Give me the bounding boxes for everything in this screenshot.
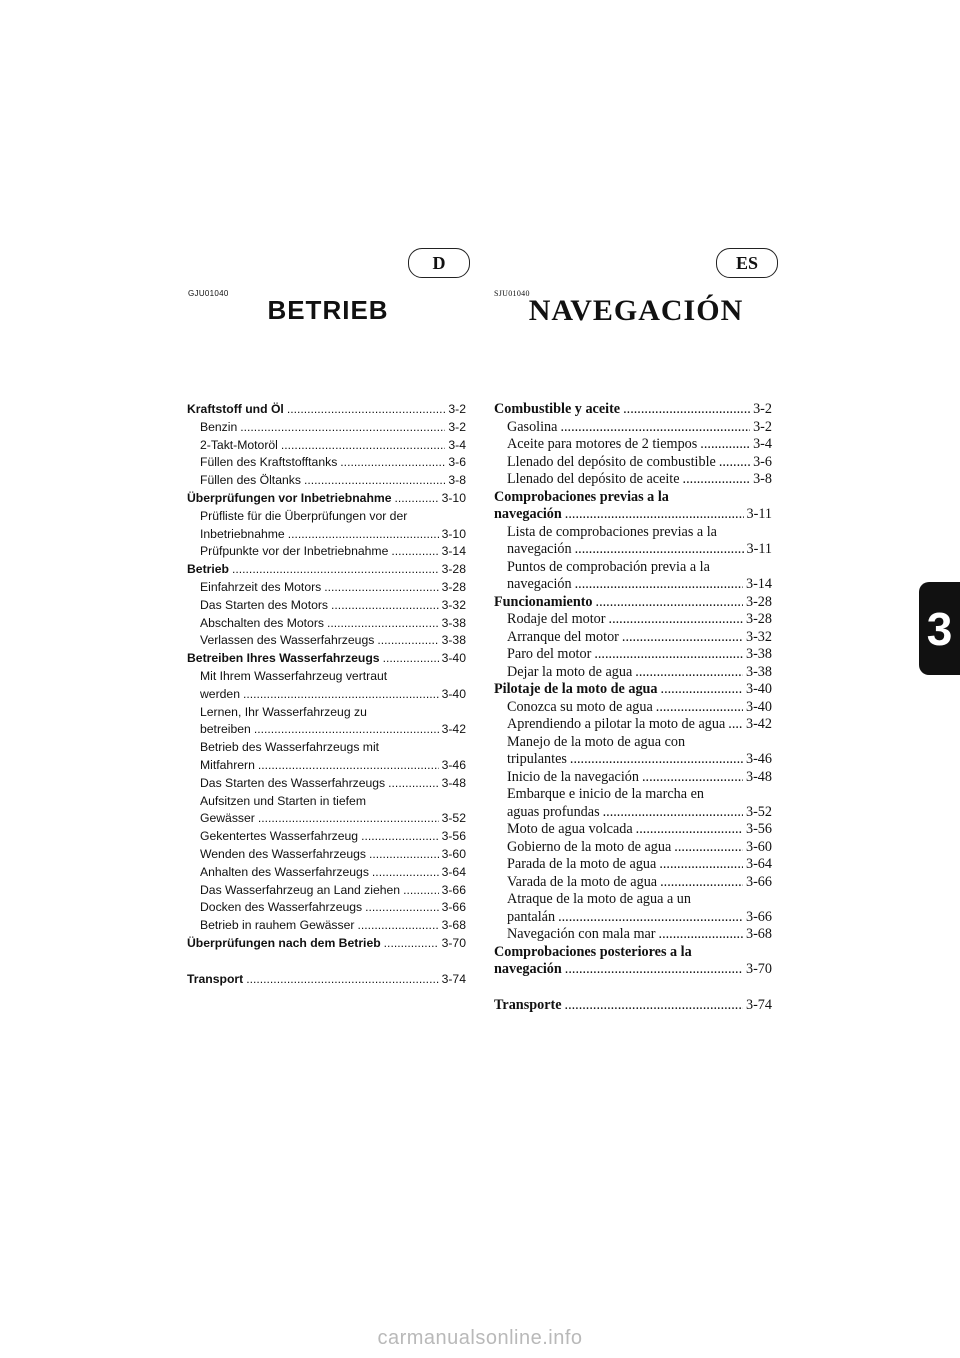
toc-leader-dots [558,909,743,927]
toc-entry-page: 3-42 [745,716,772,732]
toc-leader-dots [327,615,439,633]
toc-entry[interactable] [187,668,466,686]
toc-entry[interactable] [187,561,466,579]
toc-entry[interactable] [494,419,772,437]
toc-leader-dots [565,961,743,979]
toc-entry-title: Überprüfungen nach dem Betrieb [187,935,381,950]
toc-leader-dots [288,526,439,544]
toc-entry-page: 3-38 [441,633,466,648]
toc-entry-title: Füllen des Öltanks [200,473,301,488]
toc-entry-page: 3-2 [753,401,772,417]
toc-leader-dots [258,757,439,775]
toc-entry-title: Llenado del depósito de aceite [507,471,680,487]
toc-entry-title: Betrieb [187,562,229,577]
toc-entry-title: Funcionamiento [494,593,593,610]
toc-leader-dots [304,472,445,490]
toc-entry-title: Prüfliste für die Überprüfungen vor der [200,508,408,523]
toc-entry-page: 3-32 [441,597,466,612]
toc-entry-title: Parada de la moto de agua [507,856,657,872]
toc-leader-dots [683,471,751,489]
toc-entry-page: 3-40 [745,681,772,697]
toc-entry-title: Puntos de comprobación previa a la [507,558,710,575]
toc-entry[interactable] [187,793,466,811]
toc-entry[interactable] [187,882,466,900]
toc-leader-dots [560,419,750,437]
toc-entry-page: 3-56 [745,821,772,837]
toc-entry-page: 3-38 [441,615,466,630]
section-title-es: NAVEGACIÓN [528,294,744,327]
toc-entry-page: 3-68 [441,918,466,933]
toc-entry[interactable] [494,769,772,787]
toc-leader-dots [391,543,438,561]
toc-entry-page: 3-2 [448,419,466,434]
toc-entry-title: Conozca su moto de agua [507,698,653,715]
toc-entry-page: 3-64 [441,864,466,879]
toc-entry[interactable] [494,874,772,892]
toc-entry-page: 3-10 [441,526,466,541]
toc-entry-title: Das Starten des Motors [200,597,329,612]
toc-entry[interactable] [494,541,772,559]
toc-leader-dots [575,576,743,594]
toc-leader-dots [258,810,439,828]
toc-entry[interactable] [494,489,772,507]
toc-spacer [494,979,772,997]
toc-entry-page: 3-28 [745,611,772,627]
toc-entry-title: Gobierno de la moto de agua [507,838,672,855]
toc-entry[interactable] [494,664,772,682]
toc-entry-page: 3-38 [745,646,772,662]
toc-entry[interactable] [494,961,772,979]
toc-entry[interactable] [187,401,466,419]
toc-entry[interactable] [494,506,772,524]
toc-leader-dots [254,721,439,739]
toc-de [187,401,466,989]
toc-entry[interactable] [187,864,466,882]
toc-entry[interactable] [494,454,772,472]
toc-entry-page: 3-10 [441,490,466,505]
toc-entry[interactable] [494,716,772,734]
toc-entry-page: 3-11 [746,506,772,522]
section-title-de: BETRIEB [267,295,389,325]
toc-entry[interactable] [187,686,466,704]
toc-leader-dots [623,401,750,419]
toc-entry[interactable] [187,472,466,490]
toc-entry-title: Überprüfungen vor Inbetriebnahme [187,490,392,505]
section-code-de: GJU01040 [188,289,229,298]
toc-entry-page: 3-32 [745,628,772,645]
toc-entry-page: 3-40 [441,651,466,666]
toc-entry[interactable] [187,971,466,989]
toc-leader-dots [659,926,743,944]
toc-entry[interactable] [494,926,772,944]
toc-entry-title: Gekentertes Wasserfahrzeug [200,829,359,844]
toc-entry-title: Varada de la moto de agua [507,873,658,890]
toc-entry[interactable] [494,594,772,612]
toc-leader-dots [243,686,439,704]
toc-entry-title: Dejar la moto de agua [507,663,633,680]
toc-leader-dots [596,594,743,612]
toc-entry[interactable] [494,646,772,664]
toc-entry-page: 3-60 [745,838,772,855]
toc-entry[interactable] [187,615,466,633]
toc-entry[interactable] [494,821,772,839]
toc-entry[interactable] [494,804,772,822]
toc-leader-dots [622,629,743,647]
toc-entry[interactable] [494,944,772,962]
toc-entry[interactable] [187,935,466,953]
toc-entry[interactable] [187,632,466,650]
toc-leader-dots [661,681,743,699]
toc-entry-title: Füllen des Kraftstofftanks [200,455,338,470]
toc-entry[interactable] [494,576,772,594]
toc-entry-page: 3-2 [753,418,772,435]
toc-entry-page: 3-2 [448,402,466,416]
toc-entry[interactable] [494,471,772,489]
toc-entry-title: navegación [494,506,562,522]
toc-entry-title: navegación [507,576,572,592]
toc-entry-title: Einfahrzeit des Motors [200,579,322,594]
toc-entry-title: Lernen, Ihr Wasserfahrzeug zu [200,704,367,719]
toc-entry-page: 3-74 [745,996,772,1013]
toc-leader-dots [659,856,743,874]
toc-es [494,401,772,1014]
toc-entry-title: Mitfahrern [200,757,255,772]
toc-entry-title: Manejo de la moto de agua con [507,733,686,750]
toc-entry-title: Combustible y aceite [494,401,621,417]
toc-entry[interactable] [187,490,466,508]
toc-leader-dots [372,864,439,882]
toc-entry-title: Aceite para motores de 2 tiempos [507,436,698,452]
toc-leader-dots [719,454,750,472]
toc-entry-title: Das Starten des Wasserfahrzeugs [200,775,386,790]
toc-entry[interactable] [187,810,466,828]
toc-entry-page: 3-14 [745,576,772,592]
toc-entry-page: 3-46 [441,757,466,772]
toc-entry-title: tripulantes [507,751,567,767]
toc-entry[interactable] [187,543,466,561]
toc-entry-title: Das Wasserfahrzeug an Land ziehen [200,882,401,897]
toc-entry-title: Llenado del depósito de combustible [507,453,716,470]
toc-leader-dots [331,597,439,615]
toc-leader-dots [636,821,743,839]
toc-entry-title: Benzin [200,419,238,434]
toc-entry-title: 2-Takt-Motoröl [200,437,278,452]
toc-entry-page: 3-70 [441,935,466,950]
toc-entry-title: Paro del motor [507,646,592,662]
toc-entry[interactable] [494,401,772,419]
toc-leader-dots [365,899,438,917]
toc-leader-dots [384,935,439,953]
toc-leader-dots [395,490,439,508]
toc-entry-page: 3-28 [745,593,772,610]
toc-entry-page: 3-74 [441,971,466,986]
toc-leader-dots [575,541,744,559]
toc-entry-title: betreiben [200,722,251,737]
toc-entry-page: 3-64 [745,856,772,872]
toc-leader-dots [642,769,743,787]
toc-entry-title: Abschalten des Motors [200,615,324,630]
toc-leader-dots [357,917,438,935]
toc-entry[interactable] [494,734,772,752]
toc-leader-dots [728,716,743,734]
toc-entry-page: 3-52 [745,803,772,820]
toc-entry[interactable] [187,739,466,757]
toc-entry[interactable] [494,681,772,699]
toc-entry-page: 3-40 [745,698,772,715]
toc-entry-title: Gewässer [200,811,255,826]
toc-entry[interactable] [494,891,772,909]
toc-entry[interactable] [494,611,772,629]
toc-entry[interactable] [494,909,772,927]
toc-entry[interactable] [494,699,772,717]
toc-leader-dots [369,846,439,864]
toc-entry[interactable] [187,757,466,775]
toc-entry-title: Embarque e inicio de la marcha en [507,786,704,802]
toc-entry[interactable] [187,454,466,472]
toc-entry-page: 3-6 [448,455,466,470]
toc-leader-dots [388,775,438,793]
toc-entry-title: Wenden des Wasserfahrzeugs [200,846,366,861]
toc-entry-title: werden [200,686,240,701]
toc-entry[interactable] [187,828,466,846]
toc-entry-title: Aprendiendo a pilotar la moto de agua [507,716,726,732]
toc-entry[interactable] [187,579,466,597]
toc-entry-title: Arranque del motor [507,628,619,645]
language-badge-es: ES [716,248,778,278]
toc-entry-title: Gasolina [507,418,558,435]
toc-entry[interactable] [494,786,772,804]
toc-entry[interactable] [187,846,466,864]
toc-entry-page: 3-66 [441,882,466,897]
toc-entry[interactable] [494,856,772,874]
toc-entry-title: navegación [507,541,572,557]
toc-entry[interactable] [187,704,466,722]
toc-entry-title: Moto de agua volcada [507,821,633,837]
toc-leader-dots [383,650,439,668]
toc-entry[interactable] [187,650,466,668]
toc-entry[interactable] [494,559,772,577]
toc-entry[interactable] [187,419,466,437]
toc-entry-page: 3-70 [745,961,772,977]
toc-leader-dots [340,454,445,472]
toc-entry[interactable] [494,524,772,542]
toc-entry[interactable] [494,751,772,769]
toc-entry-page: 3-38 [745,663,772,680]
toc-entry-page: 3-68 [745,926,772,942]
toc-leader-dots [603,804,743,822]
toc-entry-page: 3-28 [441,579,466,594]
toc-entry-title: Aufsitzen und Starten in tiefem [200,793,366,808]
toc-leader-dots [565,506,744,524]
toc-entry-title: Transporte [494,996,562,1013]
toc-entry-page: 3-66 [745,873,772,890]
toc-entry-page: 3-66 [441,900,466,915]
toc-entry-title: Docken des Wasserfahrzeugs [200,900,363,915]
toc-entry-title: Inicio de la navegación [507,768,639,785]
toc-leader-dots [656,699,743,717]
toc-entry-title: Comprobaciones previas a la [494,488,669,505]
toc-entry-page: 3-52 [441,811,466,826]
toc-leader-dots [570,751,743,769]
toc-entry-title: navegación [494,961,562,977]
toc-entry-title: Verlassen des Wasserfahrzeugs [200,633,375,648]
toc-leader-dots [700,436,750,454]
toc-leader-dots [240,419,445,437]
toc-entry[interactable] [494,839,772,857]
toc-entry-page: 3-66 [745,908,772,925]
toc-entry-title: Rodaje del motor [507,611,606,627]
toc-entry-title: Mit Ihrem Wasserfahrzeug vertraut [200,668,388,683]
toc-entry-title: Anhalten des Wasserfahrzeugs [200,864,369,879]
toc-leader-dots [660,874,743,892]
toc-entry[interactable] [187,508,466,526]
toc-entry-page: 3-8 [753,471,772,487]
toc-entry-title: pantalán [507,908,556,925]
toc-entry-page: 3-42 [441,722,466,737]
toc-spacer [187,953,466,971]
toc-entry-page: 3-4 [753,436,772,452]
toc-leader-dots [594,646,743,664]
chapter-tab: 3 [919,582,960,675]
toc-entry-title: Lista de comprobaciones previas a la [507,523,717,540]
toc-entry[interactable] [494,629,772,647]
toc-leader-dots [246,971,438,989]
toc-entry-title: Prüfpunkte vor der Inbetriebnahme [200,544,389,559]
toc-entry-title: aguas profundas [507,803,600,820]
toc-entry-title: Navegación con mala mar [507,926,656,942]
toc-leader-dots [609,611,743,629]
toc-entry-page: 3-60 [441,846,466,861]
watermark: carmanualsonline.info [377,1327,583,1349]
toc-leader-dots [287,401,446,419]
toc-entry-page: 3-8 [448,473,466,488]
toc-entry-page: 3-28 [441,562,466,577]
toc-entry-title: Transport [187,971,244,986]
toc-entry-title: Betrieb des Wasserfahrzeugs mit [200,740,380,755]
toc-leader-dots [565,997,743,1015]
toc-entry[interactable] [187,775,466,793]
toc-leader-dots [674,839,743,857]
toc-leader-dots [324,579,438,597]
toc-entry-page: 3-4 [448,437,466,452]
toc-entry[interactable] [187,917,466,935]
toc-entry-page: 3-56 [441,829,466,844]
toc-entry-title: Betrieb in rauhem Gewässer [200,918,355,933]
language-badge-de: D [408,248,470,278]
toc-entry-title: Betreiben Ihres Wasserfahrzeugs [187,651,380,666]
toc-entry-page: 3-46 [745,751,772,767]
toc-entry-title: Kraftstoff und Öl [187,402,284,416]
toc-leader-dots [232,561,439,579]
toc-leader-dots [635,664,743,682]
toc-entry[interactable] [494,997,772,1015]
toc-entry[interactable] [187,899,466,917]
toc-leader-dots [377,632,438,650]
toc-entry[interactable] [187,526,466,544]
toc-leader-dots [361,828,439,846]
toc-entry-title: Comprobaciones posteriores a la [494,943,692,960]
toc-entry-title: Pilotaje de la moto de agua [494,681,658,697]
toc-entry[interactable] [187,721,466,739]
toc-entry-page: 3-40 [441,686,466,701]
toc-leader-dots [281,437,445,455]
toc-leader-dots [403,882,439,900]
toc-entry-page: 3-14 [441,544,466,559]
toc-entry-page: 3-48 [745,768,772,785]
toc-entry-page: 3-6 [753,453,772,470]
toc-entry-title: Atraque de la moto de agua a un [507,891,691,907]
section-code-es: SJU01040 [494,289,530,298]
toc-entry[interactable] [187,437,466,455]
toc-entry[interactable] [187,597,466,615]
toc-entry-page: 3-11 [746,541,772,557]
toc-entry[interactable] [494,436,772,454]
toc-entry-title: Inbetriebnahme [200,526,285,541]
toc-entry-page: 3-48 [441,775,466,790]
